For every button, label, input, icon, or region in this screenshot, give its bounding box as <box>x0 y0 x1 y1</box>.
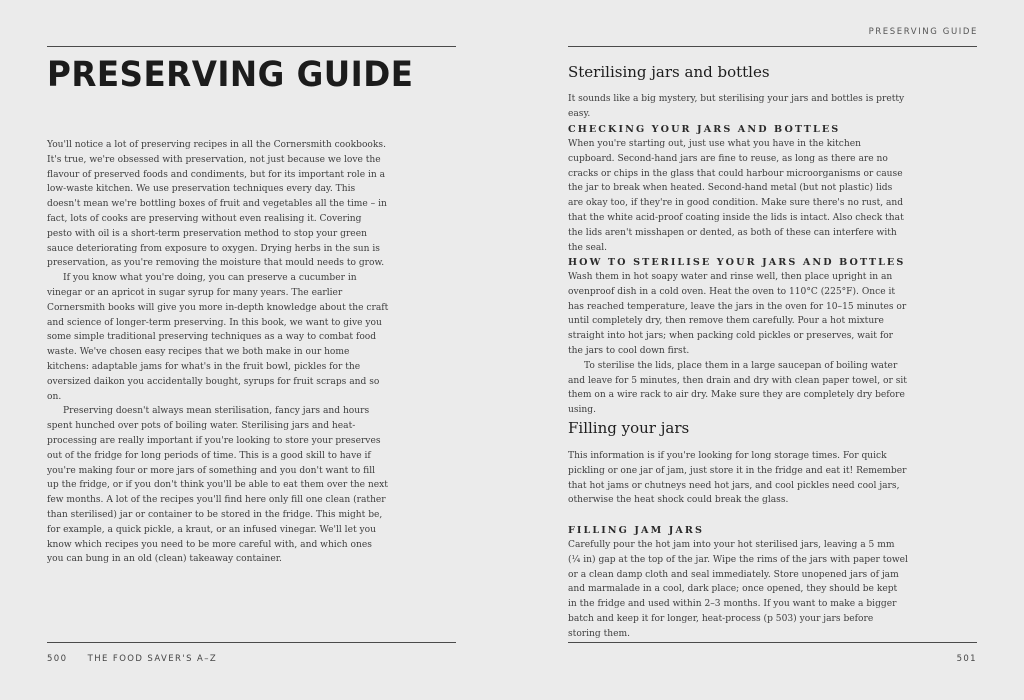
left-bottom-rule <box>47 642 456 643</box>
filling-jam-jars-text: Carefully pour the hot jam into your hot sterilised jars, leaving a 5 mm (¼ in) gap at the top of the jar. Wipe the rims of the jars with paper towel or a clean damp cloth and seal immediately. Store unopened jars of jam and marmalade in a cool, dark place; once opened, they should be kept in the fridge and used within 2–3 months. If you want to make a bigger batch and keep it for longer, heat-process (p 503) your jars before storing them. <box>568 540 908 639</box>
left-paragraph-3: Preserving doesn't always mean sterilisation, fancy jars and hours spent hunched over pots of boiling water. Sterilising jars and heat-processing are really important if you're looking to store your preserves out of the fridge for long periods of time. This is a good skill to have if you're making four or more jars of something and you don't want to fill up the fridge, or if you don't think you'll be able to eat them over the next few months. A lot of the recipes you'll find here only fill one clean (rather than sterilised) jar or container to be stored in the fridge. This might be, for example, a quick pickle, a kraut, or an infused vinegar. We'll let you know which recipes you need to be more careful with, and which ones you can bung in an old (clean) takeaway container. <box>47 406 388 565</box>
left-footer <box>47 654 217 664</box>
how-to-sterilise-text-1: Wash them in hot soapy water and rinse well, then place upright in an ovenproof dish in a cold oven. Heat the oven to 110°C (225°F). Once it has reached temperature, leave the jars in the oven for 10–15 minutes or until completely dry, then remove them carefully. Pour a hot mixture straight into hot jars; when packing cold pickles or preserves, wait for the jars to cool down first. <box>568 272 907 356</box>
subheading-checking-jars: CHECKING YOUR JARS AND BOTTLES <box>568 124 841 135</box>
right-bottom-rule <box>568 642 977 643</box>
right-page-number: 501 <box>956 654 977 664</box>
how-to-sterilise-body <box>568 270 908 418</box>
filling-intro-body <box>568 449 908 508</box>
book-title-footer: THE FOOD SAVER'S A–Z <box>87 654 218 664</box>
checking-jars-body <box>568 137 908 255</box>
left-paragraph-1: You'll notice a lot of preserving recipes in all the Cornersmith cookbooks. It's true, we're obsessed with preservation, not just because we love the flavour of preserved foods and condiments, but for its important role in a low-waste kitchen. We use preservation techniques every day. This doesn't mean we're bottling boxes of fruit and vegetables all the time – in fact, lots of cooks are preserving without even realising it. Covering pesto with oil is a short-term preservation method to stop your green sauce deteriorating from exposure to oxygen. Drying herbs in the sun is preservation, as you're removing the moisture that mould needs to grow. <box>47 140 387 269</box>
left-top-rule <box>47 46 456 47</box>
subheading-how-to-sterilise: HOW TO STERILISE YOUR JARS AND BOTTLES <box>568 257 906 268</box>
section-intro-sterilising <box>568 92 908 122</box>
how-to-sterilise-text-2: To sterilise the lids, place them in a large saucepan of boiling water and leave for 5 minutes, then drain and dry with clean paper towel, or sit them on a wire rack to air dry. Make sure they are completely dry before using. <box>568 360 907 416</box>
left-body-text <box>47 138 389 567</box>
section-heading-sterilising: Sterilising jars and bottles <box>568 63 770 81</box>
left-page-number: 500 <box>47 654 68 664</box>
left-paragraph-2: If you know what you're doing, you can preserve a cucumber in vinegar or an apricot in sugar syrup for many years. The earlier Cornersmith books will give you more in-depth knowledge about the craft and science of longer-term preserving. In this book, we want to give you some simple traditional preserving techniques as a way to combat food waste. We've chosen easy recipes that we both make in our home kitchens: adaptable jams for what's in the fruit bowl, pickles for the oversized daikon you accidentally bought, syrups for fruit scraps and so on. <box>47 273 389 402</box>
page-title: PRESERVING GUIDE <box>47 55 414 95</box>
subheading-filling-jam-jars: FILLING JAM JARS <box>568 525 705 536</box>
filling-jam-jars-body <box>568 538 908 642</box>
checking-jars-text: When you're starting out, just use what you have in the kitchen cupboard. Second-hand jars are fine to reuse, as long as there are no cracks or chips in the glass that could harbour microorganisms or cause the jar to break when heated. Second-hand metal (but not plastic) lids are okay too, if they're in good condition. Make sure there's no rust, and that the white acid-proof coating inside the lids is intact. Also check that the lids aren't misshapen or dented, as both of these can interfere with the seal. <box>568 139 904 253</box>
running-head: PRESERVING GUIDE <box>868 27 978 37</box>
right-top-rule <box>568 46 977 47</box>
filling-intro-text: This information is if you're looking for long storage times. For quick pickling or one jar of jam, just store it in the fridge and eat it! Remember that hot jams or chutneys need hot jars, and cool pickles need cool jars, otherwise the heat shock could break the glass. <box>568 451 907 506</box>
section-heading-filling: Filling your jars <box>568 419 690 437</box>
sterilising-intro-text: It sounds like a big mystery, but sterilising your jars and bottles is pretty easy. <box>568 94 905 119</box>
